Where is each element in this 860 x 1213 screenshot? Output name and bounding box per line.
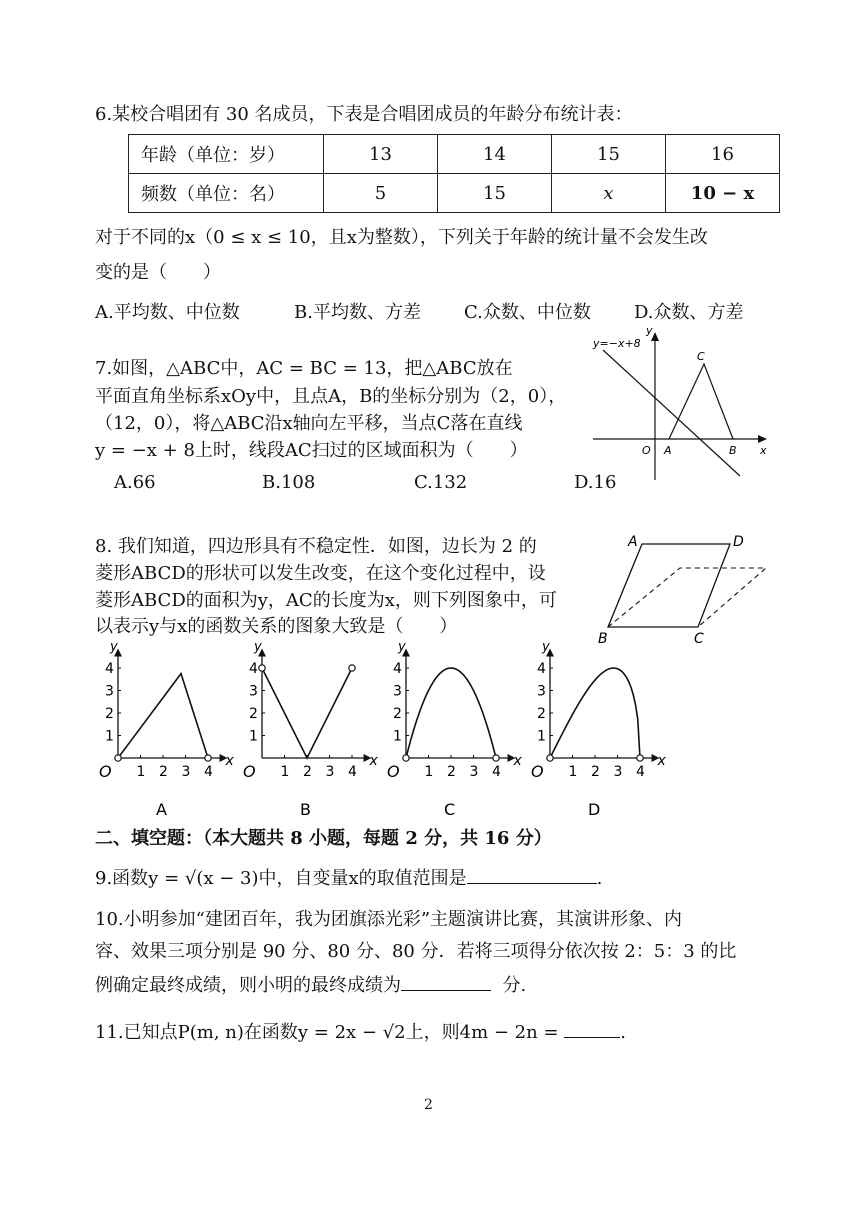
graph-y-label: y [398, 639, 406, 655]
q10-line1: 10.小明参加“建团百年，我为团旗添光彩”主题演讲比赛，其演讲形象、内 [95, 909, 683, 930]
rhombus-abcd [608, 544, 730, 627]
graph-curve [406, 668, 496, 758]
q9-period: . [596, 868, 603, 889]
q9-answer-blank[interactable] [467, 867, 597, 884]
label-a: A [628, 534, 638, 550]
table-header-frequency: 频数（单位：名） [129, 174, 324, 213]
graph-x-tick-label: 2 [303, 764, 312, 780]
q7-line2: 平面直角坐标系xOy中，且点A，B的坐标分别为（2，0）， [95, 386, 567, 407]
graph-x-label: x [369, 753, 378, 769]
label-o: O [642, 444, 651, 457]
graph-open-endpoint [349, 665, 355, 671]
graph-curve [550, 668, 640, 758]
graph-caption: D [588, 800, 601, 819]
graph-y-tick-label: 1 [105, 728, 114, 745]
q8-line3: 菱形ABCD的面积为y，AC的长度为x，则下列图象中，可 [95, 590, 557, 611]
q10-answer-blank[interactable] [401, 974, 491, 991]
label-y: y [646, 324, 653, 337]
graph-x-tick-label: 4 [204, 764, 213, 780]
graph-open-endpoint [403, 755, 409, 761]
graph-y-label: y [254, 639, 262, 655]
label-d: D [733, 534, 744, 550]
graph-y-label: y [110, 639, 118, 655]
graph-open-endpoint [493, 755, 499, 761]
graph-y-tick-label: 2 [249, 706, 258, 722]
q7-coordinate-figure [585, 320, 775, 485]
graph-x-tick-label: 2 [159, 764, 168, 780]
graph-open-endpoint [547, 755, 553, 761]
graph-y-tick-label: 4 [105, 661, 114, 677]
graph-origin-label: O [99, 762, 112, 781]
graph-x-tick-label: 3 [181, 764, 191, 780]
q10-line3 [95, 974, 526, 997]
line-y-neg-x-plus-8 [603, 350, 740, 476]
q11-answer-blank[interactable] [564, 1021, 620, 1038]
label-b: B [598, 631, 608, 647]
label-b: B [729, 444, 737, 457]
graph-x-tick-label: 1 [136, 764, 146, 780]
triangle-abc [669, 364, 733, 439]
label-a: A [664, 444, 672, 457]
q11 [95, 1021, 626, 1044]
q7-option-d: D.16 [574, 472, 617, 493]
graph-y-tick-label: 4 [249, 661, 258, 677]
graph-origin-label: O [243, 762, 256, 781]
graph-x-tick-label: 4 [636, 764, 645, 780]
table-cell: 15 [438, 174, 552, 213]
graph-y-tick-label: 4 [537, 661, 546, 677]
graph-y-tick-label: 1 [537, 728, 546, 745]
graph-open-endpoint [115, 755, 121, 761]
q11-period: . [620, 1022, 626, 1043]
graph-curve [118, 674, 208, 758]
table-cell: x [552, 174, 666, 213]
q6-line3: 变的是（ ） [95, 262, 221, 283]
q7-option-a: A.66 [114, 472, 156, 493]
graph-curve [262, 668, 352, 758]
line-label: y=−x+8 [593, 337, 641, 350]
x-axis-arrow [758, 435, 767, 443]
graph-open-endpoint [637, 755, 643, 761]
graph-caption: B [300, 800, 311, 819]
graph-x-label: x [513, 753, 522, 769]
graph-x-tick-label: 3 [613, 764, 623, 780]
q7-option-b: B.108 [262, 472, 316, 493]
table-header-age: 年龄（单位：岁） [129, 135, 324, 174]
graph-x-label: x [225, 753, 234, 769]
q6-line2: 对于不同的x（0 ≤ x ≤ 10，且x为整数），下列关于年龄的统计量不会发生改 [95, 227, 708, 248]
label-c: C [697, 350, 705, 363]
graph-y-tick-label: 3 [105, 683, 114, 700]
graph-x-tick-label: 4 [348, 764, 357, 780]
label-c: C [694, 631, 704, 647]
table-cell: 16 [666, 135, 780, 174]
table-row [129, 135, 780, 174]
table-row [129, 174, 780, 213]
graph-y-tick-label: 4 [393, 661, 402, 677]
section-title: 二、填空题：（本大题共 8 小题，每题 2 分，共 16 分） [95, 828, 552, 849]
graph-origin-label: O [531, 762, 544, 781]
table-cell: 13 [324, 135, 438, 174]
graph-x-tick-label: 3 [469, 764, 479, 780]
q10-unit: 分. [502, 975, 527, 996]
graph-open-endpoint [259, 665, 265, 671]
q8-line1: 8. 我们知道，四边形具有不稳定性．如图，边长为 2 的 [95, 536, 537, 557]
graph-y-tick-label: 2 [393, 706, 402, 722]
graph-y-tick-label: 2 [105, 706, 114, 722]
q9 [95, 867, 602, 890]
table-cell: 10 − x [666, 174, 780, 213]
page-number: 2 [424, 1097, 433, 1113]
q6-option-d: D.众数、方差 [634, 302, 744, 323]
graph-y-tick-label: 3 [393, 683, 402, 700]
q6-option-a: A.平均数、中位数 [95, 302, 240, 323]
q7-line1: 7.如图，△ABC中，AC = BC = 13，把△ABC放在 [95, 358, 513, 379]
graph-x-tick-label: 4 [492, 764, 501, 780]
graph-y-tick-label: 2 [537, 706, 546, 722]
graph-x-tick-label: 3 [325, 764, 335, 780]
table-cell: 14 [438, 135, 552, 174]
q9-text: 9.函数y = √(x − 3)中，自变量x的取值范围是 [95, 868, 467, 889]
graph-x-tick-label: 2 [591, 764, 600, 780]
graph-x-tick-label: 1 [280, 764, 290, 780]
graph-x-label: x [657, 753, 666, 769]
graph-y-tick-label: 1 [393, 728, 402, 745]
label-x: x [760, 444, 767, 457]
graph-open-endpoint [205, 755, 211, 761]
q8-line2: 菱形ABCD的形状可以发生改变，在这个变化过程中，设 [95, 563, 546, 584]
q7-line4: y = −x + 8上时，线段AC扫过的区域面积为（ ） [95, 440, 528, 461]
graph-x-tick-label: 2 [447, 764, 456, 780]
q8-line4: 以表示y与x的函数关系的图象大致是（ ） [95, 616, 458, 637]
q6-stem: 6.某校合唱团有 30 名成员，下表是合唱团成员的年龄分布统计表： [95, 104, 633, 125]
age-frequency-table [128, 134, 780, 213]
graph-origin-label: O [387, 762, 400, 781]
q8-answer-graphs [0, 640, 860, 825]
rhombus-dashed [608, 568, 766, 627]
q6-option-b: B.平均数、方差 [294, 302, 421, 323]
q8-rhombus-figure [590, 525, 780, 650]
graph-x-tick-label: 1 [568, 764, 578, 780]
q11-text: 11.已知点P(m, n)在函数y = 2x − √2上，则4m − 2n = [95, 1022, 565, 1043]
q6-option-c: C.众数、中位数 [464, 302, 591, 323]
graph-caption: C [444, 800, 456, 819]
q10-text: 例确定最终成绩，则小明的最终成绩为 [95, 975, 401, 996]
graph-caption: A [156, 800, 167, 819]
graph-y-tick-label: 3 [537, 683, 546, 700]
table-cell: 15 [552, 135, 666, 174]
graph-x-tick-label: 1 [424, 764, 434, 780]
graph-y-tick-label: 1 [249, 728, 258, 745]
q10-line2: 容、效果三项分别是 90 分、80 分、80 分．若将三项得分依次按 2：5：3 的比 [95, 941, 737, 962]
table-cell: 5 [324, 174, 438, 213]
q7-line3: （12，0），将△ABC沿x轴向左平移，当点C落在直线 [95, 413, 523, 434]
graph-y-tick-label: 3 [249, 683, 258, 700]
q7-option-c: C.132 [414, 472, 468, 493]
graph-y-label: y [542, 639, 550, 655]
